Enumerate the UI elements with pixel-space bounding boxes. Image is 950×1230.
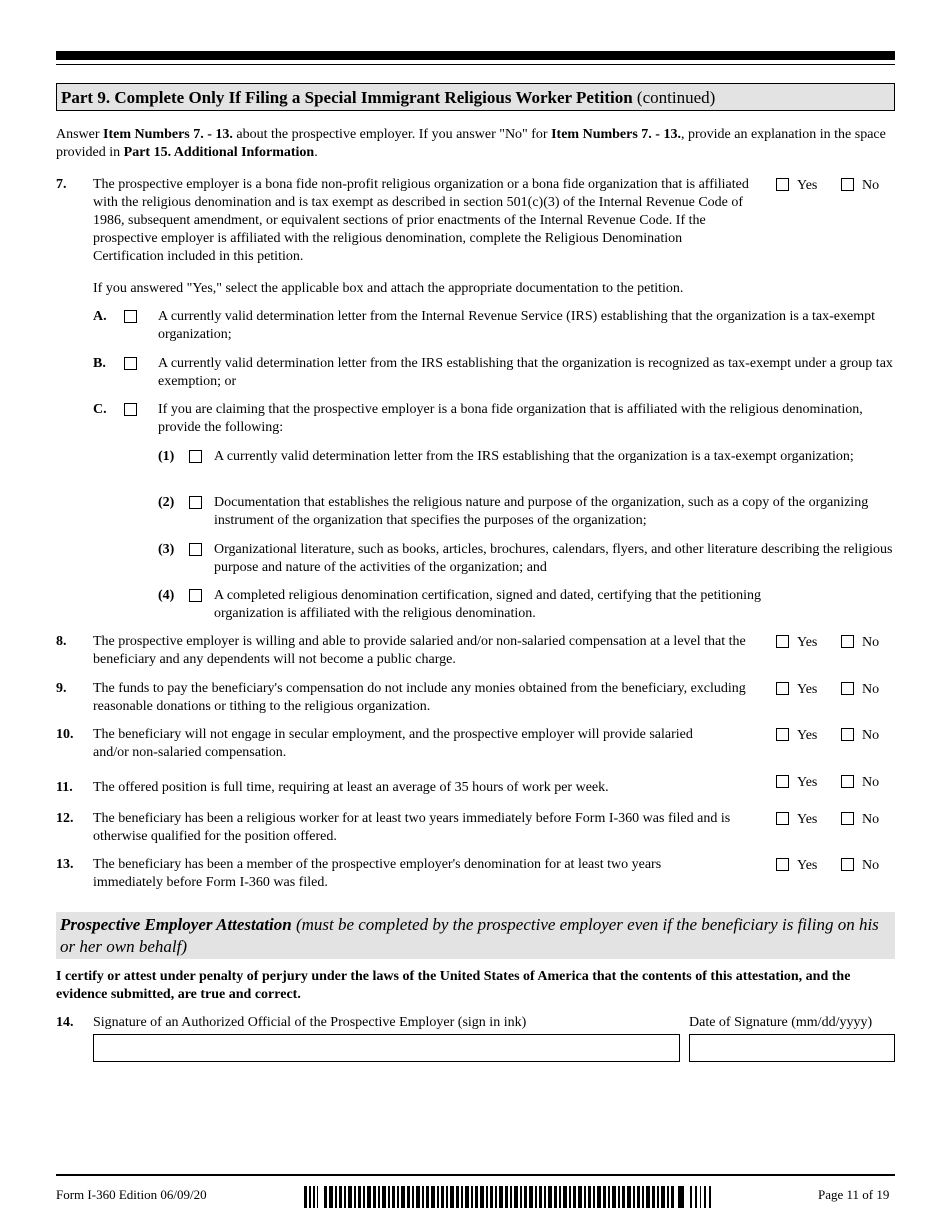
q8-yes-checkbox[interactable] <box>776 635 789 648</box>
intro-bold: Part 15. Additional Information <box>123 145 315 160</box>
q8-yes[interactable] <box>776 634 817 652</box>
no-label: No <box>862 812 880 827</box>
q7-sub-3-checkbox[interactable] <box>189 543 202 556</box>
q7-sub-3-text: Organizational literature, such as books, articles, brochures, calendars, flyers, and other literature describing the religious purpose and nature of the activities of the organization; and <box>214 542 893 575</box>
attestation-header <box>56 912 895 959</box>
yes-label: Yes <box>797 858 818 873</box>
top-rule-thick <box>56 51 895 60</box>
q11-yes-checkbox[interactable] <box>776 775 789 788</box>
q7-sub-4-checkbox[interactable] <box>189 589 202 602</box>
q7-option-c-checkbox[interactable] <box>124 403 137 416</box>
q7-option-b-text: A currently valid determination letter from the IRS establishing that the organization is recognized as tax-exempt under a group tax exemption; or <box>158 356 893 389</box>
q12-text: The beneficiary has been a religious worker for at least two years immediately before Form I-360 was filed and is otherwise qualified for the position offered. <box>93 811 731 844</box>
intro-text: about the prospective employer. If you answer "No" for <box>232 127 552 142</box>
q7-sub-2-text: Documentation that establishes the religious nature and purpose of the organization, such as a copy of the organizing instrument of the organization that specifies the purposes of the organization; <box>214 495 869 528</box>
q7-number: 7. <box>56 177 67 192</box>
q7-sub-1-num: (1) <box>158 449 175 464</box>
q8-number: 8. <box>56 634 67 649</box>
q8-no[interactable] <box>841 634 879 652</box>
q13-no[interactable] <box>841 857 879 875</box>
certify-statement: I certify or attest under penalty of perjury under the laws of the United States of America that the contents of this attestation, and the evidence submitted, are true and correct. <box>56 969 851 1002</box>
q7-sub-4-text: A completed religious denomination certification, signed and dated, certifying that the petitioning organization is affiliated with the religious denomination. <box>214 588 762 621</box>
page-number: Page 11 of 19 <box>818 1187 890 1202</box>
no-label: No <box>862 728 880 743</box>
q13-number: 13. <box>56 857 74 872</box>
q7-option-a-checkbox[interactable] <box>124 310 137 323</box>
attestation-subtitle: (must be completed by the prospective employer even if the beneficiary is filing on his or her own behalf) <box>60 915 879 956</box>
q7-followup: If you answered "Yes," select the applicable box and attach the appropriate documentation to the petition. <box>93 281 684 296</box>
q7-sub-4-num: (4) <box>158 588 175 603</box>
yes-label: Yes <box>797 775 818 790</box>
q7-yes-checkbox[interactable] <box>776 178 789 191</box>
top-rule-thin <box>56 64 895 65</box>
signature-field[interactable] <box>93 1034 680 1062</box>
signature-label: Signature of an Authorized Official of the Prospective Employer (sign in ink) <box>93 1015 527 1030</box>
q9-text: The funds to pay the beneficiary's compensation do not include any monies obtained from the beneficiary, excluding reasonable donations or tithing to the religious organization. <box>93 681 746 714</box>
yes-label: Yes <box>797 728 818 743</box>
q13-no-checkbox[interactable] <box>841 858 854 871</box>
q11-text: The offered position is full time, requiring at least an average of 35 hours of work per week. <box>93 780 609 795</box>
q10-no[interactable] <box>841 727 879 745</box>
q11-yes[interactable] <box>776 774 817 792</box>
no-label: No <box>862 775 880 790</box>
q7-text: The prospective employer is a bona fide non-profit religious organization or a bona fide organization that is affiliated with the religious denomination and is tax exempt as described in section 501(c)(3) of the Internal Revenue Code of 1986, subsequent amendment, or equivalent sections of prior enactments of the Internal Revenue Code. If the prospective employer is affiliated with the religious denomination, complete the Religious Denomination Certification included in this petition. <box>93 177 749 264</box>
q8-no-checkbox[interactable] <box>841 635 854 648</box>
q11-no[interactable] <box>841 774 879 792</box>
q9-number: 9. <box>56 681 67 696</box>
q7-sub-1-checkbox[interactable] <box>189 450 202 463</box>
no-label: No <box>862 178 880 193</box>
yes-label: Yes <box>797 812 818 827</box>
q10-no-checkbox[interactable] <box>841 728 854 741</box>
q14-number: 14. <box>56 1015 74 1030</box>
intro-bold: Item Numbers 7. - 13. <box>551 127 681 142</box>
q12-number: 12. <box>56 811 74 826</box>
q10-text: The beneficiary will not engage in secular employment, and the prospective employer will provide salaried and/or non-salaried compensation. <box>93 727 693 760</box>
yes-label: Yes <box>797 178 818 193</box>
q10-yes[interactable] <box>776 727 817 745</box>
q7-no[interactable] <box>841 177 879 195</box>
date-label: Date of Signature (mm/dd/yyyy) <box>689 1015 873 1030</box>
q9-no[interactable] <box>841 681 879 699</box>
q13-text: The beneficiary has been a member of the prospective employer's denomination for at least two years immediately before Form I-360 was filed. <box>93 857 662 890</box>
intro-bold: Item Numbers 7. - 13. <box>103 127 233 142</box>
date-of-signature-field[interactable] <box>689 1034 895 1062</box>
part-9-title: Part 9. Complete Only If Filing a Special Immigrant Religious Worker Petition <box>61 88 633 107</box>
q12-yes[interactable] <box>776 811 817 829</box>
q7-yes[interactable] <box>776 177 817 195</box>
intro-text: Answer <box>56 127 104 142</box>
q7-no-checkbox[interactable] <box>841 178 854 191</box>
q12-no[interactable] <box>841 811 879 829</box>
q11-no-checkbox[interactable] <box>841 775 854 788</box>
part-9-suffix: (continued) <box>632 88 716 107</box>
q13-yes[interactable] <box>776 857 817 875</box>
q12-yes-checkbox[interactable] <box>776 812 789 825</box>
intro-text: . <box>314 145 318 160</box>
q7-option-c-text: If you are claiming that the prospective employer is a bona fide organization that is affiliated with the religious denomination, provide the following: <box>158 402 863 435</box>
q7-option-b-letter: B. <box>93 356 106 371</box>
q7-sub-2-checkbox[interactable] <box>189 496 202 509</box>
yes-label: Yes <box>797 635 818 650</box>
q7-option-c-letter: C. <box>93 402 107 417</box>
no-label: No <box>862 635 880 650</box>
no-label: No <box>862 682 880 697</box>
part-9-header <box>56 83 895 111</box>
q11-number: 11. <box>56 780 73 795</box>
intro-paragraph <box>56 126 892 162</box>
footer-rule <box>56 1174 895 1176</box>
q7-option-a-letter: A. <box>93 309 107 324</box>
q9-no-checkbox[interactable] <box>841 682 854 695</box>
q13-yes-checkbox[interactable] <box>776 858 789 871</box>
q10-number: 10. <box>56 727 74 742</box>
no-label: No <box>862 858 880 873</box>
q8-text: The prospective employer is willing and able to provide salaried and/or non-salaried compensation at a level that the beneficiary and any dependents will not become a public charge. <box>93 634 746 667</box>
q7-option-b-checkbox[interactable] <box>124 357 137 370</box>
yes-label: Yes <box>797 682 818 697</box>
attestation-title: Prospective Employer Attestation <box>60 915 292 934</box>
q7-option-a-text: A currently valid determination letter from the Internal Revenue Service (IRS) establishing that the organization is a tax-exempt organization; <box>158 309 876 342</box>
q7-sub-3-num: (3) <box>158 542 175 557</box>
q12-no-checkbox[interactable] <box>841 812 854 825</box>
q7-sub-1-text: A currently valid determination letter from the IRS establishing that the organization is a tax-exempt organization; <box>214 449 854 464</box>
intro-text: , provide an explanation in the space provided in <box>56 127 886 160</box>
form-edition: Form I-360 Edition 06/09/20 <box>56 1187 207 1202</box>
q10-yes-checkbox[interactable] <box>776 728 789 741</box>
q9-yes[interactable] <box>776 681 817 699</box>
q9-yes-checkbox[interactable] <box>776 682 789 695</box>
barcode-image <box>304 1186 712 1208</box>
q7-sub-2-num: (2) <box>158 495 175 510</box>
